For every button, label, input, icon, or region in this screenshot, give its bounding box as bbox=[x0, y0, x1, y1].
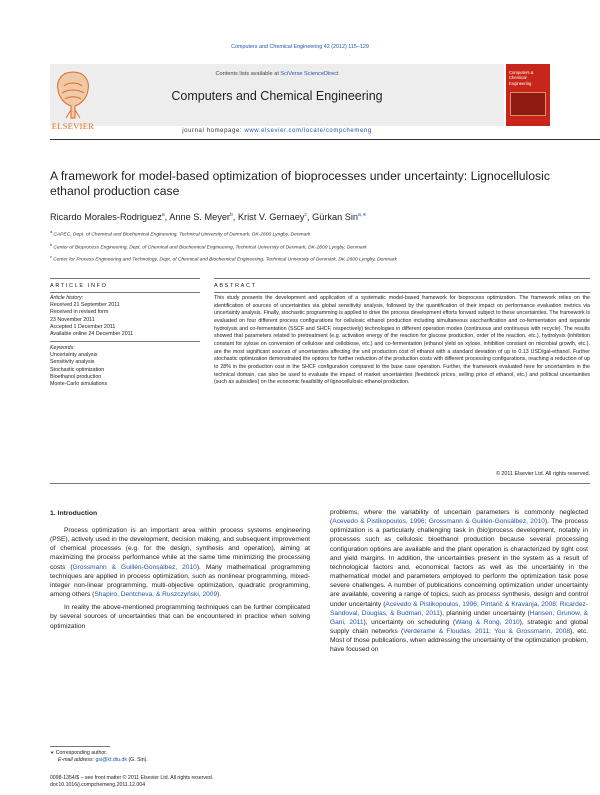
abstract-top-rule bbox=[214, 278, 590, 279]
cover-image-icon bbox=[510, 92, 546, 116]
affiliation-marker: b bbox=[50, 241, 54, 247]
journal-citation[interactable]: Computers and Chemical Engineering 42 (2012) 115–129 bbox=[231, 44, 369, 50]
header-divider bbox=[50, 139, 600, 140]
intro-text: ), planning under uncertainty ( bbox=[439, 609, 530, 617]
affiliation-marker: a bbox=[50, 229, 54, 234]
author-separator: , bbox=[164, 212, 170, 223]
affiliation-item bbox=[50, 227, 555, 240]
author-affiliation-marker[interactable]: a,∗ bbox=[358, 212, 367, 218]
cover-title: Computers & Chemical Engineering bbox=[509, 70, 534, 86]
publisher-name: ELSEVIER bbox=[51, 122, 95, 131]
affiliation-text: CAPEC, Dept. of Chemical and Biochemical Engineering, Technical University of Denmark, DK-2800 Lyngby, Denmark bbox=[53, 232, 311, 238]
history-item: Received 21 September 2011 bbox=[50, 302, 120, 309]
history-item: Received in revised form bbox=[50, 309, 109, 316]
homepage-link[interactable]: www.elsevier.com/locate/compchemeng bbox=[244, 128, 372, 134]
author-name[interactable]: Anne S. Meyer bbox=[169, 212, 230, 223]
journal-homepage bbox=[50, 128, 504, 134]
corresponding-author-note: ∗ Corresponding author. bbox=[50, 750, 108, 756]
affiliation-text: Center of Bioprocess Engineering, Dept. of Chemical and Biochemical Engineering, Technical University of Denmark, DK-2800 Lyngby, Denmark bbox=[53, 245, 367, 251]
intro-text: ), strategic and global supply chain networks ( bbox=[330, 618, 588, 636]
abstract-text: This study presents the development and application of a systematic model-based framework for bioprocess optimization. The framework relies on the identification of sources of uncertainties via global sensitivity analysis, followed by the quantification of their impact on performance evaluation metrics via uncertainty analysis. Finally, stochastic programming is applied to drive the process development efforts forward subject to these uncertainties. The framework is evaluated on four different process configurations for cellulosic ethanol production including simultaneous saccharification and co-fermentation and separate hydrolysis and co-fermentation (SSCF and SHCF, respectively) technologies in different operation modes (continuous and continuous with recycle). The results showed that parameters related to pretreatment (e.g. activation energy of the reaction for glucose production, order of the reaction, etc.), hydrolysis (inhibition constant for xylose on conversion of cellulose and cellobiose, etc.) and co-fermentation (ethanol yield on xylose, inhibition constant on microbial growth, etc.), are the most significant sources of uncertainties affecting the unit production cost of ethanol with a standard deviation of up to 0.13 USD/gal-ethanol. Further stochastic optimization demonstrated the options for further reduction of the production costs with different processing configurations, reaching a reduction of up to 28% in the production cost in the SHCF configuration compared to the base case operation. Further, the framework evaluated here for uncertainties in the technical domain, can also be used to evaluate the impact of market uncertainties (feedstock prices, selling price of ethanol, etc.) and political uncertainties (such as subsidies) on the economic feasibility of lignocellulosic ethanol production. bbox=[214, 295, 590, 386]
intro-right-column bbox=[330, 508, 588, 655]
issn-line: 0098-1354/$ – see front matter © 2011 Elsevier Ltd. All rights reserved. bbox=[50, 775, 214, 781]
author-name[interactable]: Krist V. Gernaey bbox=[237, 212, 305, 223]
article-history bbox=[50, 295, 200, 338]
affiliation-text: Center for Process Engineering and Technology, Dept. of Chemical and Biochemical Engineering, Technical University of Denmark, DK-2800 Lyngby, Denmark bbox=[53, 257, 397, 263]
citation-link[interactable]: Hansen, Grunow, & Gani, 2011 bbox=[330, 609, 588, 626]
elsevier-tree-logo-icon bbox=[50, 66, 96, 126]
affiliation-item bbox=[50, 252, 555, 265]
contents-prefix: Contents lists available at bbox=[215, 71, 281, 77]
footnote-rule bbox=[50, 746, 110, 747]
article-title: A framework for model-based optimization of bioprocesses under uncertainty: Lignocellulosic ethanol production case bbox=[50, 169, 550, 198]
info-mid-rule bbox=[50, 341, 200, 342]
citation-link[interactable]: Grossmann & Guillén-Gonsálbez, 2010 bbox=[72, 563, 197, 571]
journal-name: Computers and Chemical Engineering bbox=[171, 89, 383, 103]
keyword-item: Sensitivity analysis bbox=[50, 359, 95, 366]
intro-paragraph-2: In reality the above-mentioned programming techniques can be further complicated by several sources of uncertainties that can be encountered in practice when solving optimization bbox=[50, 604, 310, 630]
article-info-heading: ARTICLE INFO bbox=[50, 283, 108, 289]
author-affiliation-marker[interactable]: b bbox=[230, 212, 233, 218]
author-separator: , bbox=[232, 212, 238, 223]
email-link[interactable]: gsi@kt.dtu.dk bbox=[95, 757, 127, 763]
citation-link[interactable]: Acevedo & Pistikopoulos, 1996; Pintarič & Kravanja, 2008; Ricardez-Sandoval, Douglas, & Budman, 2011 bbox=[330, 600, 588, 617]
author-affiliation-marker[interactable]: a bbox=[161, 212, 165, 218]
keyword-list bbox=[50, 345, 200, 388]
intro-paragraph-1 bbox=[50, 526, 310, 599]
intro-text: problems, where the variability of uncertain parameters is commonly neglected ( bbox=[330, 509, 588, 526]
intro-text: ). bbox=[217, 591, 222, 599]
intro-text: ), uncertainty on scheduling ( bbox=[363, 618, 456, 626]
keyword-item-label: Keywords: bbox=[50, 345, 75, 351]
intro-text: ). Many mathematical programming techniques are applied in process optimization, such as nonlinear programming, mixed-integer non-linear programming, multi-objective optimization, quadratic programming, among others ( bbox=[50, 563, 311, 599]
keyword-item: Monte-Carlo simulations bbox=[50, 381, 108, 388]
keyword-item: Stochastic optimization bbox=[50, 366, 105, 373]
affiliation-item bbox=[50, 240, 555, 253]
author-name[interactable]: Gürkan Sin bbox=[312, 212, 359, 223]
author-separator: , bbox=[306, 212, 313, 223]
citation-link[interactable]: Verderame & Floudas, 2011; You & Grossmann, 2008 bbox=[403, 628, 571, 636]
info-heading-rule bbox=[50, 292, 200, 293]
copyright-notice: © 2011 Elsevier Ltd. All rights reserved. bbox=[495, 471, 590, 477]
author-list bbox=[50, 212, 555, 222]
citation-link[interactable]: Wang & Rong, 2010 bbox=[455, 618, 520, 626]
citation-link[interactable]: Acevedo & Pistikopoulos, 1996; Grossmann & Guillén-Gonsálbez, 2010 bbox=[332, 518, 545, 526]
history-item: Accepted 1 December 2011 bbox=[50, 323, 116, 330]
abstract-heading: ABSTRACT bbox=[214, 283, 257, 289]
doi-link[interactable]: doi:10.1016/j.compchemeng.2011.12.004 bbox=[50, 782, 146, 788]
info-top-rule bbox=[50, 278, 200, 279]
abstract-heading-rule bbox=[214, 292, 590, 293]
introduction-heading: 1. Introduction bbox=[50, 510, 98, 517]
intro-left-column bbox=[50, 526, 310, 631]
sciencedirect-link[interactable]: SciVerse ScienceDirect bbox=[280, 71, 339, 77]
author-name[interactable]: Ricardo Morales-Rodriguez bbox=[50, 212, 162, 223]
keyword-item: Bioethanol production bbox=[50, 373, 102, 380]
email-suffix: (G. Sin). bbox=[127, 757, 148, 763]
citation-link[interactable]: Shapiro, Dentcheva, & Ruszczyński, 2009 bbox=[94, 591, 218, 599]
email-note bbox=[50, 757, 310, 764]
author-affiliation-marker[interactable]: c bbox=[304, 212, 307, 218]
history-item: 23 November 2011 bbox=[50, 316, 95, 323]
contents-availability bbox=[50, 71, 504, 77]
intro-text: ), etc. Most of those publications, when addressing the uncertainty of the optimization problem, have focused on bbox=[330, 628, 588, 654]
affiliation-list bbox=[50, 227, 555, 265]
intro-paragraph-3 bbox=[330, 508, 588, 655]
intro-text: Process optimization is an important area within process systems engineering (PSE), actively used in the development, decision making, and subsequent improvement of chemical processes (e.g. for the design, synthesis and operation), aiming at maximizing the process performance while at the same time minimizing the processing costs ( bbox=[50, 527, 310, 571]
affiliation-marker: c bbox=[50, 254, 54, 260]
history-item-label: Article history: bbox=[50, 295, 84, 301]
intro-text: ). The process optimization is a particularly challenging task in (bio)process development, notably in processes such as cellulosic bioethanol production because several processing configuration options are available and the plant operation is characterized by tight cost and yield margins. In addition, the uncertainties present in the system as a result of technological factors and, economical factors as well as the uncertainty in the mathematical model and parameters employed to perform the optimization task pose severe challenges. A number of publications concerning optimization under uncertainty are available, covering a range of topics, such as process synthesis, design and control under uncertainty ( bbox=[330, 518, 588, 608]
email-label: E-mail address: bbox=[58, 757, 96, 763]
keyword-item: Uncertainty analysis bbox=[50, 352, 98, 359]
homepage-prefix: journal homepage: bbox=[182, 128, 245, 134]
abstract-bottom-rule bbox=[50, 483, 590, 484]
history-item: Available online 24 December 2011 bbox=[50, 331, 134, 338]
